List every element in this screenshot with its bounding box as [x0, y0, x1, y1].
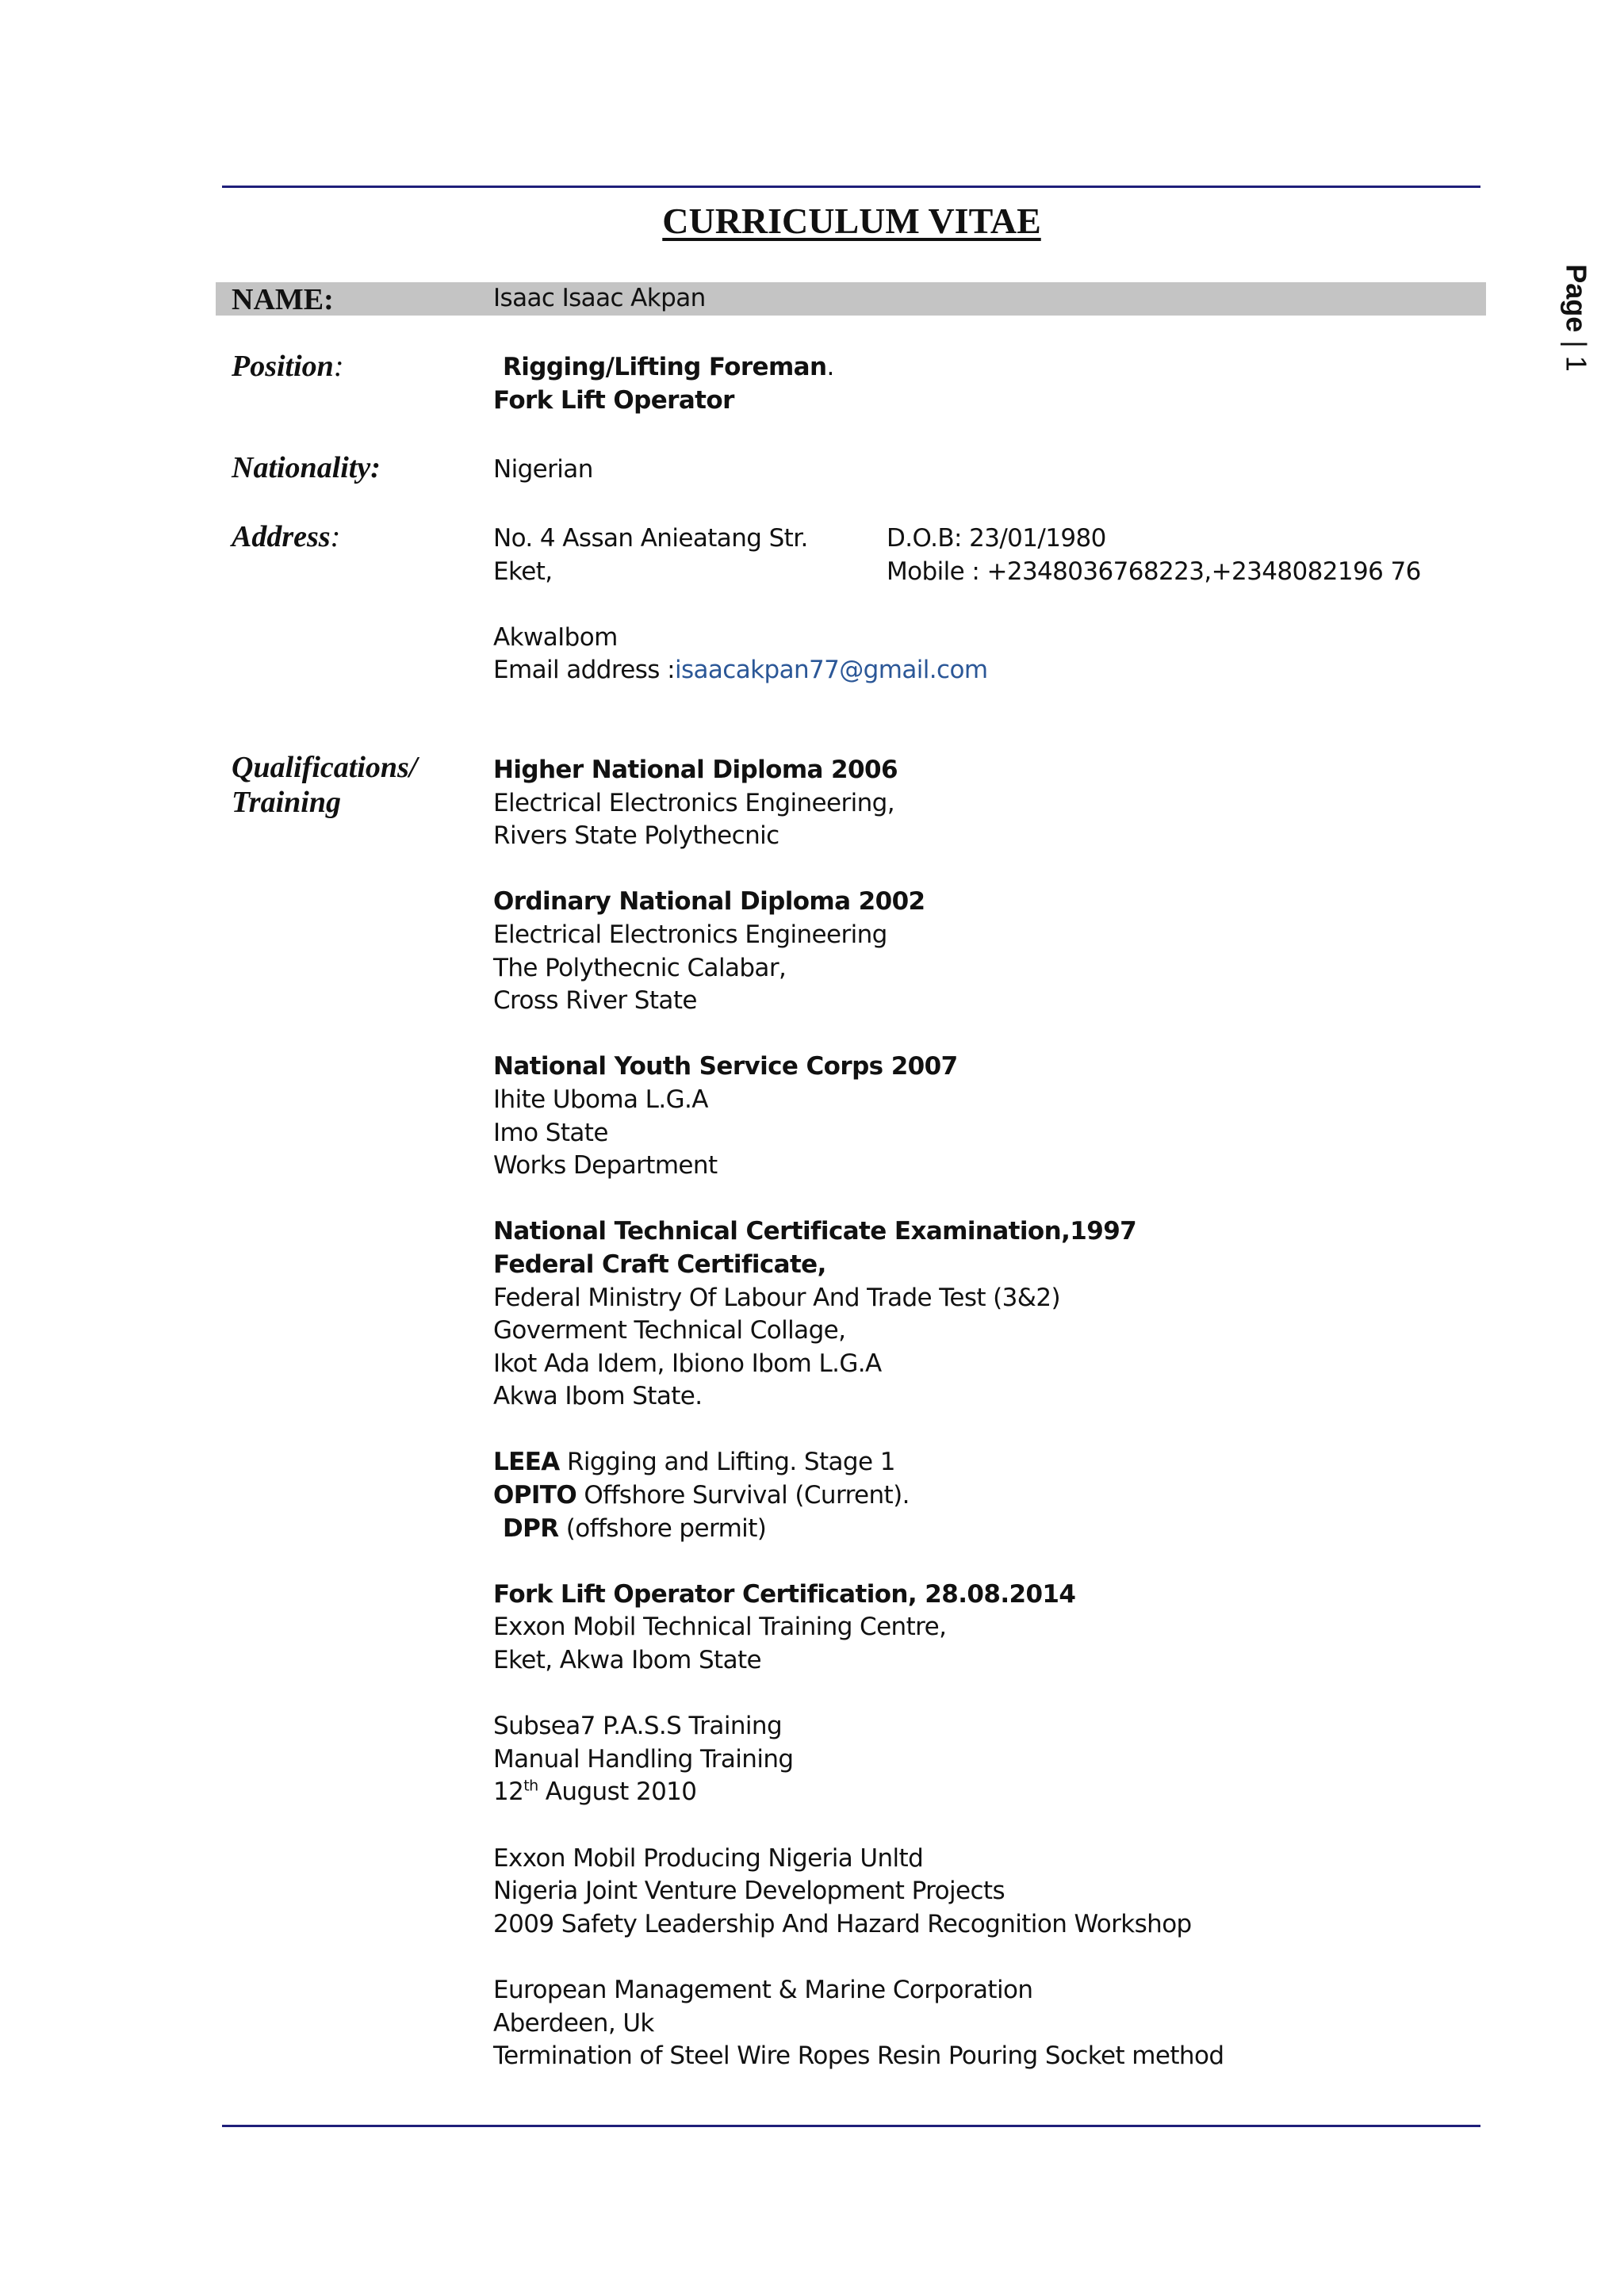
email-link[interactable]: isaacakpan77@gmail.com [674, 656, 988, 685]
nysc-line: Ihite Uboma L.G.A [493, 1085, 708, 1114]
subsea-date: 12th August 2010 [493, 1777, 697, 1807]
hnd-title: Higher National Diploma 2006 [493, 756, 898, 784]
email-line: Email address :isaacakpan77@gmail.com [493, 656, 988, 685]
hnd-line: Electrical Electronics Engineering, [493, 788, 895, 817]
nysc-title: National Youth Service Corps 2007 [493, 1052, 958, 1081]
forklift-line: Eket, Akwa Ibom State [493, 1646, 762, 1675]
european-line: Aberdeen, Uk [493, 2008, 654, 2038]
ond-line: Cross River State [493, 986, 697, 1016]
ntc-line: Akwa Ibom State. [493, 1382, 703, 1411]
nationality-value: Nigerian [493, 455, 593, 484]
subsea-line: Manual Handling Training [493, 1744, 794, 1774]
subsea-line: Subsea7 P.A.S.S Training [493, 1712, 783, 1741]
document-title: CURRICULUM VITAE [662, 201, 1041, 241]
qualifications-list [493, 754, 1224, 2073]
ntc-title: National Technical Certificate Examination,1997 [493, 1217, 1137, 1246]
nationality-label: Nationality: [232, 451, 381, 484]
qualifications-label: Qualifications/ Training [232, 751, 418, 819]
mobile: Mobile : +2348036768223,+2348082196 76 [887, 557, 1421, 586]
dob: D.O.B: 23/01/1980 [887, 524, 1106, 553]
address-line3: AkwaIbom [493, 622, 618, 652]
page-separator: | [1560, 340, 1593, 348]
address-label: Address: [232, 520, 341, 553]
hnd-line: Rivers State Polythecnic [493, 821, 779, 851]
forklift-line: Exxon Mobil Technical Training Centre, [493, 1613, 947, 1642]
page-number-value: 1 [1560, 355, 1593, 372]
exxon-line: Nigeria Joint Venture Development Projects [493, 1877, 1005, 1906]
position-line2: Fork Lift Operator [493, 385, 734, 415]
address-line1: No. 4 Assan Anieatang Str. [493, 524, 808, 553]
ond-line: The Polythecnic Calabar, [493, 953, 787, 982]
bottom-rule [222, 2125, 1480, 2127]
address-line2: Eket, [493, 557, 553, 586]
name-bar [216, 282, 1486, 316]
ntc-line: Federal Ministry Of Labour And Trade Test (3&2) [493, 1283, 1060, 1312]
name-label: NAME: [232, 283, 334, 316]
position-value: Rigging/Lifting Foreman. Fork Lift Operator [493, 351, 834, 417]
name-value: Isaac Isaac Akpan [493, 284, 706, 312]
ntc-subtitle: Federal Craft Certificate, [493, 1249, 826, 1279]
european-line: Termination of Steel Wire Ropes Resin Pouring Socket method [493, 2042, 1224, 2071]
page-number [1560, 264, 1593, 371]
ntc-line: Goverment Technical Collage, [493, 1316, 846, 1345]
position-label: Position: [232, 350, 344, 383]
forklift-title: Fork Lift Operator Certification, 28.08.2014 [493, 1579, 1076, 1609]
opito-cert: OPITO Offshore Survival (Current). [493, 1481, 910, 1510]
top-rule [222, 186, 1480, 188]
ond-line: Electrical Electronics Engineering [493, 920, 887, 949]
exxon-line: Exxon Mobil Producing Nigeria Unltd [493, 1843, 924, 1873]
leea-cert: LEEA Rigging and Lifting. Stage 1 [493, 1448, 895, 1477]
european-line: European Management & Marine Corporation [493, 1975, 1033, 2004]
position-line1: Rigging/Lifting Foreman [503, 353, 827, 381]
contact-block [887, 522, 1421, 588]
dpr-cert: DPR (offshore permit) [503, 1513, 767, 1543]
nysc-line: Imo State [493, 1118, 608, 1147]
nysc-line: Works Department [493, 1151, 718, 1181]
page-label: Page [1560, 264, 1593, 333]
ntc-line: Ikot Ada Idem, Ibiono Ibom L.G.A [493, 1349, 882, 1378]
ond-title: Ordinary National Diploma 2002 [493, 887, 925, 916]
exxon-line: 2009 Safety Leadership And Hazard Recognition Workshop [493, 1909, 1192, 1938]
